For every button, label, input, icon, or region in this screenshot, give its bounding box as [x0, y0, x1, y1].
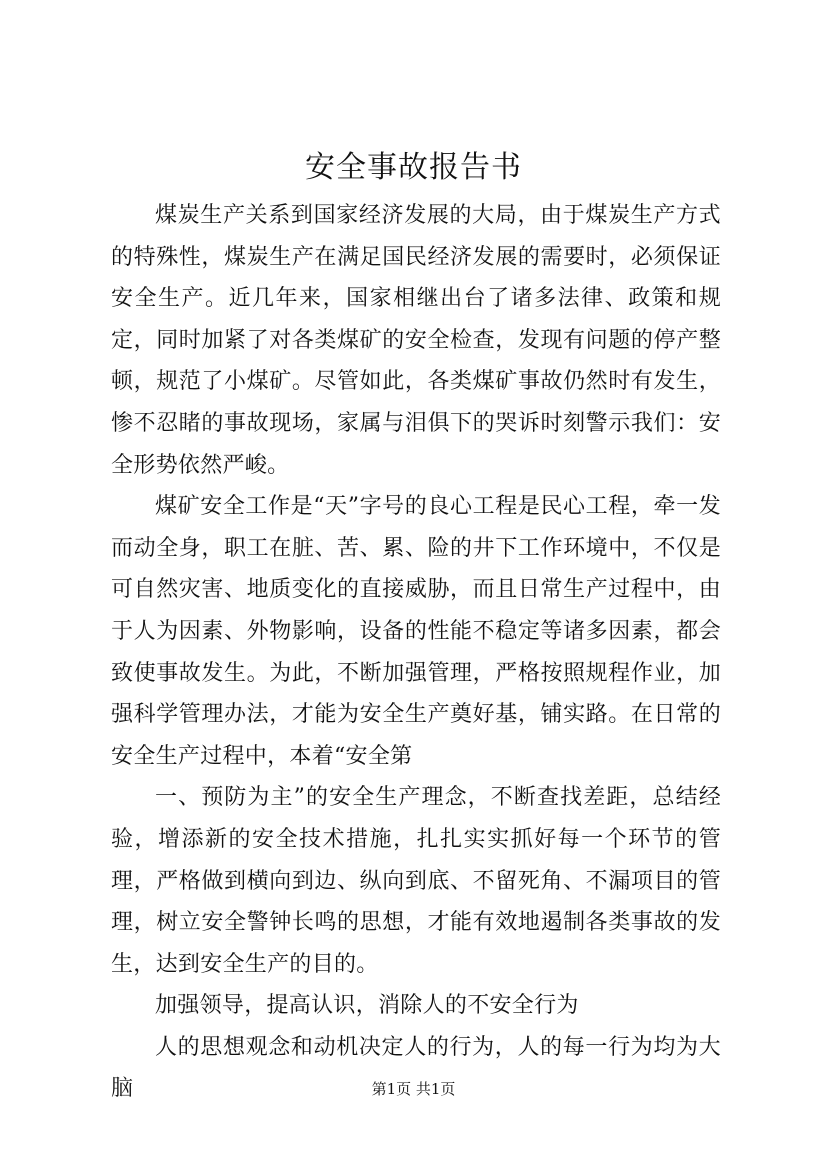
paragraph-2: 煤矿安全工作是“天”字号的良心工程是民心工程，牵一发而动全身，职工在脏、苦、累、险的井下工作环境中，不仅是可自然灾害、地质变化的直接威胁，而且日常生产过程中，由于人为因素、外物影响，设备的性能不稳定等诸多因素，都会致使事故发生。为此，不断加强管理，严格按照规程作业，加强科学管理办法，才能为安全生产奠好基，铺实路。在日常的安全生产过程中，本着“安全第	[111, 494, 721, 769]
paragraph-5: 人的思想观念和动机决定人的行为，人的每一行为均为大脑	[111, 1034, 721, 1102]
page-footer: 第1页 共1页	[371, 1080, 456, 1098]
document-body	[111, 195, 721, 1110]
paragraph-1: 煤炭生产关系到国家经济发展的大局，由于煤炭生产方式的特殊性，煤炭生产在满足国民经济发展的需要时，必须保证安全生产。近几年来，国家相继出台了诸多法律、政策和规定，同时加紧了对各类煤矿的安全检查，发现有问题的停产整顿，规范了小煤矿。尽管如此，各类煤矿事故仍然时有发生，惨不忍睹的事故现场，家属与泪俱下的哭诉时刻警示我们：安全形势依然严峻。	[111, 203, 721, 478]
document-title: 安全事故报告书	[305, 150, 522, 185]
paragraph-3: 一、预防为主”的安全生产理念，不断查找差距，总结经验，增添新的安全技术措施，扎扎实实抓好每一个环节的管理，严格做到横向到边、纵向到底、不留死角、不漏项目的管理，树立安全警钟长鸣的思想，才能有效地遏制各类事故的发生，达到安全生产的目的。	[111, 785, 721, 977]
paragraph-4: 加强领导，提高认识，消除人的不安全行为	[155, 993, 579, 1019]
